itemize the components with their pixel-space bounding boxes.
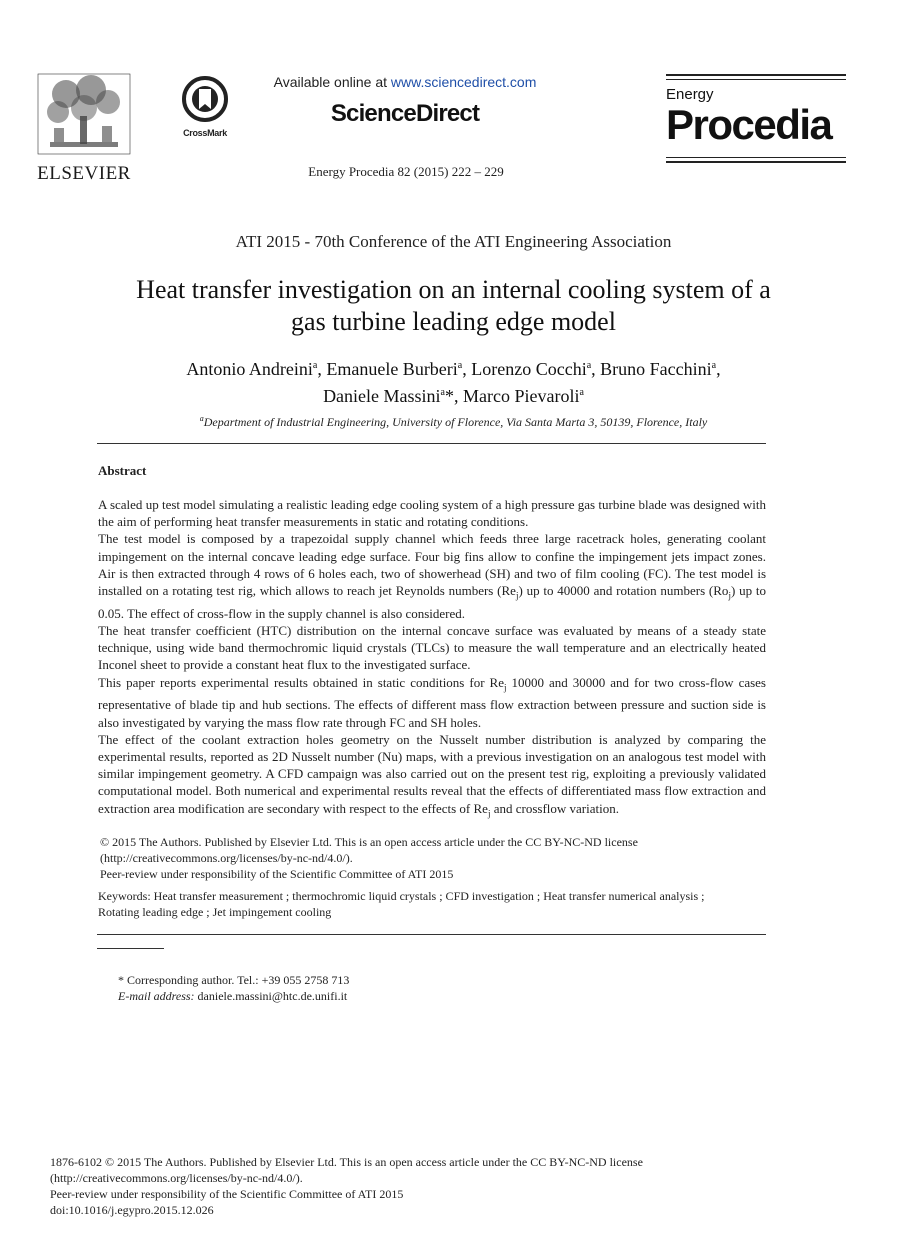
logo-energy-text: Energy	[666, 86, 714, 103]
author-separator: ,	[716, 359, 721, 379]
sciencedirect-link[interactable]: www.sciencedirect.com	[390, 74, 537, 90]
peer-review-line: Peer-review under responsibility of the Scientific Committee of ATI 2015	[100, 867, 454, 881]
author-name: Marco Pievaroli	[463, 386, 580, 406]
sciencedirect-wordmark: ScienceDirect	[330, 100, 480, 127]
author-name: Emanuele Burberi	[326, 359, 458, 379]
corresponding-author	[118, 972, 618, 1004]
abstract-text: This paper reports experimental results obtained in static conditions for Re	[98, 674, 504, 690]
corresponding-phone: * Corresponding author. Tel.: +39 055 2758 713	[118, 973, 350, 987]
abstract-text: and crossflow variation.	[490, 800, 619, 816]
footer-license: 1876-6102 © 2015 The Authors. Published by Elsevier Ltd. This is an open access article under the CC BY-NC-ND license	[50, 1155, 643, 1169]
logo-rule	[666, 157, 846, 158]
elsevier-logo	[22, 72, 146, 185]
subscript: j	[515, 590, 519, 601]
footer-peer-review: Peer-review under responsibility of the Scientific Committee of ATI 2015	[50, 1187, 404, 1201]
affiliation	[100, 414, 807, 430]
author-separator: ,	[317, 359, 327, 379]
abstract-text: ) up to 0.05. The effect of cross-flow in the supply channel is also considered.	[98, 583, 766, 621]
email-address[interactable]: daniele.massini@htc.de.unifi.it	[194, 989, 348, 1003]
available-prefix: Available online at	[273, 74, 391, 90]
section-divider	[97, 934, 766, 935]
page-footer	[50, 1154, 810, 1218]
abstract-text: The effect of the coolant extraction holes geometry on the Nusselt number distribution is analyzed by comparing the experimental results, reported as 2D Nusselt number (Nu) maps, with a previous investigation on an analogous test model with similar impingement geometry. A CFD campaign was also carried out on the present test rig, exploiting a previously validated computational model. Both numerical and experimental results reveal that the effects of differentiated mass flow extraction and extraction area modification are secondary with respect to the effects of Re	[98, 731, 766, 816]
author-affil-mark: a	[711, 360, 717, 371]
author-name: Lorenzo Cocchi	[471, 359, 587, 379]
corresponding-email	[118, 988, 618, 1004]
author-separator: ,	[591, 359, 601, 379]
footer-doi[interactable]: doi:10.1016/j.egypro.2015.12.026	[50, 1203, 214, 1217]
abstract-paragraph: A scaled up test model simulating a realistic leading edge cooling system of a high pressure gas turbine blade was designed with the aim of performing heat transfer measurements in static and rotating conditions.	[98, 497, 766, 530]
keywords-line: Keywords: Heat transfer measurement ; thermochromic liquid crystals ; CFD investigation ; Heat transfer numerical analysis ;	[98, 889, 705, 903]
title-line: gas turbine leading edge model	[291, 307, 616, 336]
abstract-paragraph	[98, 674, 766, 731]
logo-rule	[666, 161, 846, 163]
subscript: j	[503, 682, 507, 693]
abstract-paragraph: The heat transfer coefficient (HTC) distribution on the internal concave surface was evaluated by means of a steady state technique, using wide band thermochromic liquid crystals (TLCs) to measure the wall temperature and an electrically heated Inconel sheet to provide a constant heat flux to the investigated surface.	[98, 623, 766, 673]
author-affil-mark: a	[579, 387, 584, 398]
author-name: Antonio Andreini	[186, 359, 313, 379]
abstract-text: ) up to 40000 and rotation numbers (Ro	[518, 583, 729, 599]
crossmark-label: CrossMark	[183, 128, 227, 138]
author-name: Daniele Massini	[323, 386, 441, 406]
author-affil-mark: a	[586, 360, 592, 371]
section-divider	[97, 443, 766, 444]
keywords	[98, 888, 766, 920]
author-affil-mark: a	[440, 387, 445, 398]
logo-rule	[666, 79, 846, 80]
affiliation-mark: a	[199, 414, 204, 423]
crossmark-icon	[182, 76, 228, 122]
license-link[interactable]: (http://creativecommons.org/licenses/by-nc-nd/4.0/).	[100, 851, 353, 865]
title-line: Heat transfer investigation on an internal cooling system of a	[136, 275, 771, 304]
author-affil-mark: a	[457, 360, 463, 371]
abstract-paragraph	[98, 731, 766, 823]
abstract-heading: Abstract	[98, 463, 147, 478]
crossmark-badge[interactable]	[170, 76, 240, 138]
license-statement	[100, 834, 768, 882]
author-list	[100, 354, 807, 408]
email-label: E-mail address:	[118, 989, 195, 1003]
footer-license-link[interactable]: (http://creativecommons.org/licenses/by-nc-nd/4.0/).	[50, 1171, 303, 1185]
available-online	[250, 74, 560, 90]
logo-rule	[666, 74, 846, 76]
subscript: j	[487, 808, 491, 819]
abstract-body	[98, 496, 766, 822]
author-affil-mark: a	[312, 360, 318, 371]
abstract-text: 10000 and 30000 and for two cross-flow cases representative of blade tip and hub sections. The effects of different mass flow extraction between pressure and suction side is also investigated by varying the mass flow rate through FC and SH holes.	[98, 674, 766, 730]
affiliation-text: Department of Industrial Engineering, University of Florence, Via Santa Marta 3, 50139, Florence, Italy	[203, 415, 708, 429]
elsevier-tree-icon	[36, 72, 132, 156]
author-separator: ,	[462, 359, 472, 379]
abstract-text: The test model is composed by a trapezoidal supply channel which feeds three large racetrack holes, generating coolant impingement on the internal concave leading edge surface. Four big fins allow to confine the impingement jets impact zones. Air is then extracted through 4 rows of 6 holes each, two of showerhead (SH) and two of film cooling (FC). The test model is installed on a rotating test rig, which allows to reach jet Reynolds numbers (Re	[98, 531, 766, 599]
author-separator: *,	[445, 386, 463, 406]
footnote-divider	[97, 948, 164, 949]
journal-reference: Energy Procedia 82 (2015) 222 – 229	[308, 164, 504, 179]
elsevier-wordmark: ELSEVIER	[37, 163, 131, 184]
logo-procedia-text: Procedia	[666, 101, 832, 148]
article-title	[100, 274, 807, 338]
keywords-line: Rotating leading edge ; Jet impingement cooling	[98, 905, 332, 919]
license-line: © 2015 The Authors. Published by Elsevier Ltd. This is an open access article under the CC BY-NC-ND license	[100, 835, 638, 849]
energy-procedia-logo	[666, 74, 846, 166]
author-name: Bruno Facchini	[600, 359, 712, 379]
conference-name: ATI 2015 - 70th Conference of the ATI Engineering Association	[235, 232, 672, 251]
subscript: j	[728, 590, 731, 601]
platform-header	[250, 74, 560, 128]
abstract-paragraph	[98, 530, 766, 622]
